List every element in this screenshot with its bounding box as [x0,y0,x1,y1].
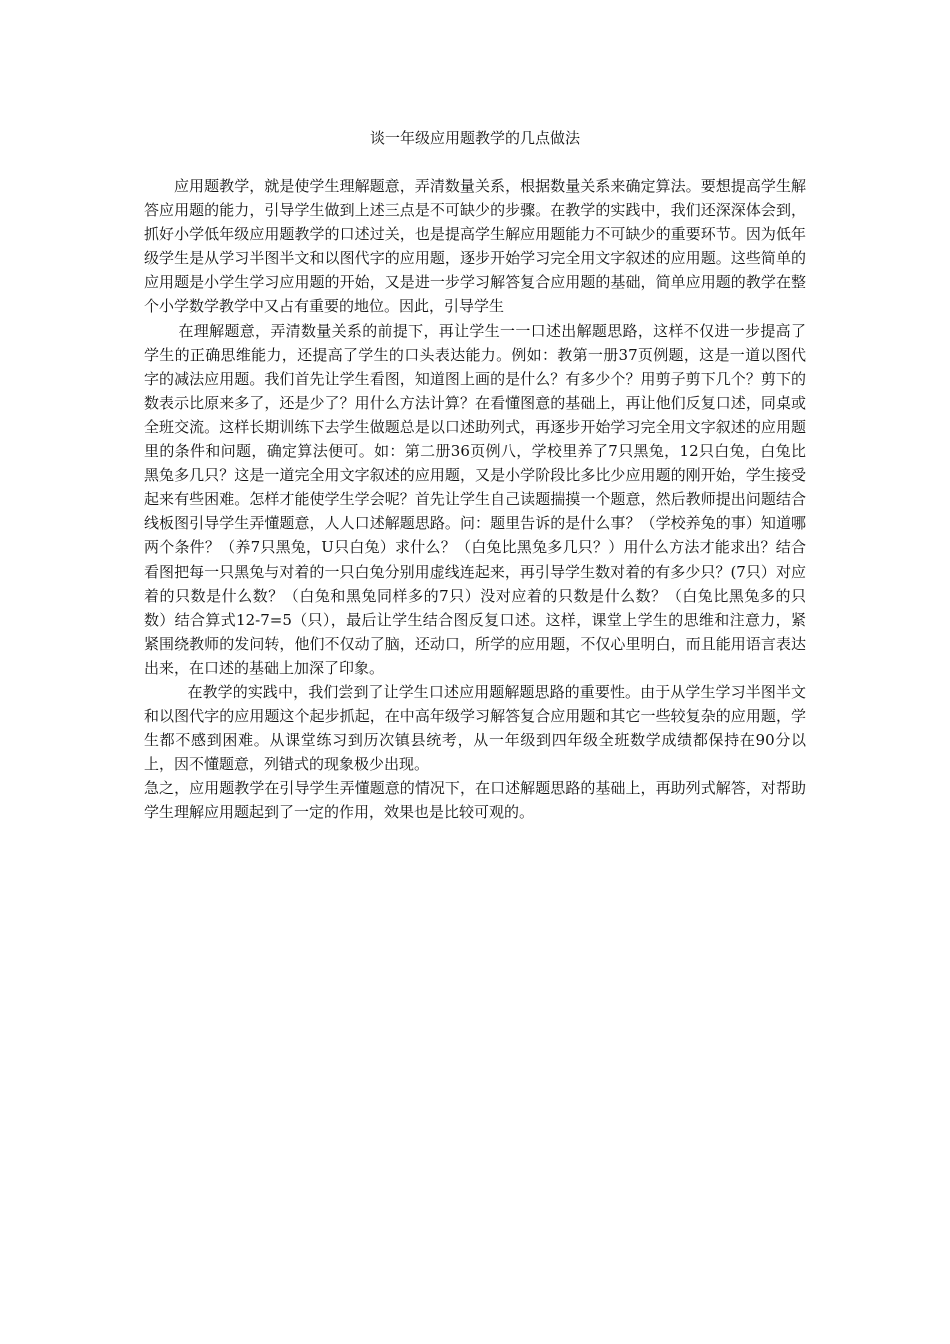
paragraph-intro: 应用题教学，就是使学生理解题意，弄清数量关系，根据数量关系来确定算法。要想提高学生解答应用题的能力，引导学生做到上述三点是不可缺少的步骤。在教学的实践中，我们还深深体会到，抓好小学低年级应用题教学的口述过关，也是提高学生解应用题能力不可缺少的重要环节。因为低年级学生是从学习半图半文和以图代字的应用题，逐步开始学习完全用文字叙述的应用题。这些简单的应用题是小学生学习应用题的开始，又是进一步学习解答复合应用题的基础，简单应用题的教学在整个小学数学教学中又占有重要的地位。因此，引导学生 [144,177,806,316]
paragraph-example: 在理解题意，弄清数量关系的前提下，再让学生一一口述出解题思路，这样不仅进一步提高了学生的正确思维能力，还提高了学生的口头表达能力。例如：教第一册37页例题，这是一道以图代字的减法应用题。我们首先让学生看图，知道图上画的是什么？有多少个？用剪子剪下几个？剪下的数表示比原来多了，还是少了？用什么方法计算？在看懂图意的基础上，再让他们反复口述，同桌或全班交流。这样长期训练下去学生做题总是以口述助列式，再逐步开始学习完全用文字叙述的应用题里的条件和问题，确定算法便可。如：第二册36页例八，学校里养了7只黑兔，12只白兔，白兔比黑兔多几只？这是一道完全用文字叙述的应用题，又是小学阶段比多比少应用题的刚开始，学生接受起来有些困难。怎样才能使学生学会呢？首先让学生自己读题揣摸一个题意，然后教师提出问题结合线板图引导学生弄懂题意，人人口述解题思路。问：题里告诉的是什么事？（学校养兔的事）知道哪两个条件？（养7只黑兔，U只白兔）求什么？（白兔比黑兔多几只？）用什么方法才能求出？结合看图把每一只黑兔与对着的一只白兔分别用虚线连起来，再引导学生数对着的有多少只？(7只）对应着的只数是什么数？（白兔和黑兔同样多的7只）没对应着的只数是什么数？（白兔比黑兔多的只数）结合算式12-7=5（只），最后让学生结合图反复口述。这样，课堂上学生的思维和注意力，紧紧围绕教师的发问转，他们不仅动了脑，还动口，所学的应用题，不仅心里明白，而且能用语言表达出来，在口述的基础上加深了印象。 [144,321,806,677]
document-body [144,174,806,825]
paragraph-conclusion: 急之，应用题教学在引导学生弄懂题意的情况下，在口述解题思路的基础上，再助列式解答，对帮助学生理解应用题起到了一定的作用，效果也是比较可观的。 [144,779,806,822]
document-title: 谈一年级应用题教学的几点做法 [369,129,580,147]
paragraph-practice: 在教学的实践中，我们尝到了让学生口述应用题解题思路的重要性。由于从学生学习半图半文和以图代字的应用题这个起步抓起，在中高年级学习解答复合应用题和其它一些较复杂的应用题，学生都不感到困难。从课堂练习到历次镇县统考，从一年级到四年级全班数学成绩都保持在90分以上，因不懂题意，列错式的现象极少出现。 [144,682,806,774]
